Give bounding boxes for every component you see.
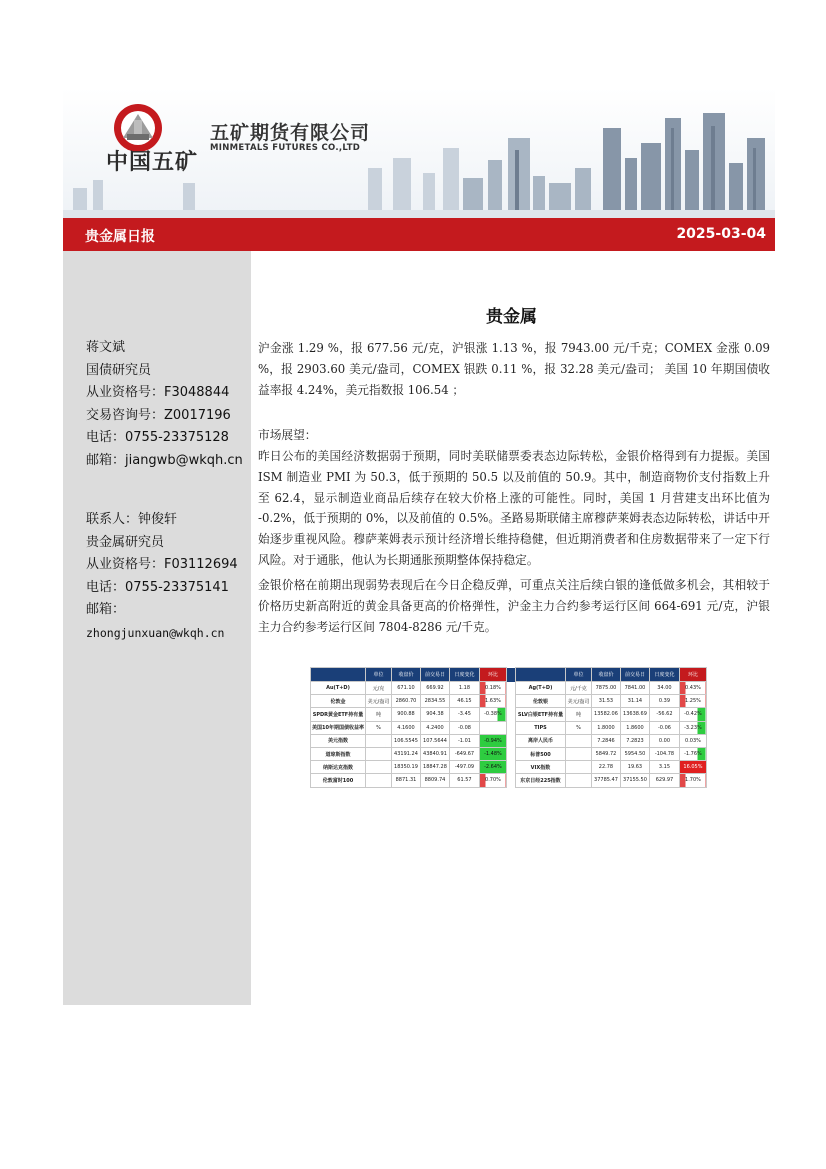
left-value-cell: 元/克 xyxy=(365,682,391,695)
left-value-cell: -2.64% xyxy=(479,761,506,774)
price-summary-paragraph: 沪金涨 1.29 %，报 677.56 元/克，沪银涨 1.13 %，报 7943.00 元/千克；COMEX 金涨 0.09 %，报 2903.60 美元/盎司，COMEX 银跌 0.11 %，报 32.28 美元/盎司； 美国 10 年期国债收益率报 4.24%，美元指数报 106.54 ； xyxy=(258,341,770,397)
left-value-cell: -497.09 xyxy=(449,761,479,774)
right-value-cell: % xyxy=(565,721,591,734)
right-value-cell: -56.62 xyxy=(649,708,679,721)
right-value-cell: -104.78 xyxy=(649,747,679,760)
right-indicator-name: 离岸人民币 xyxy=(515,734,565,747)
right-value-cell: 13638.69 xyxy=(620,708,649,721)
analyst-email[interactable]: zhongjunxuan@wkqh.cn xyxy=(86,625,225,640)
left-value-cell xyxy=(479,721,506,734)
column-separator xyxy=(506,695,515,708)
column-separator xyxy=(506,761,515,774)
left-value-cell: 904.38 xyxy=(420,708,449,721)
table-row xyxy=(311,721,707,734)
left-indicator-name: Au(T+D) xyxy=(311,682,366,695)
left-value-cell: 669.92 xyxy=(420,682,449,695)
right-value-cell: 1.8600 xyxy=(620,721,649,734)
left-value-cell: -0.38% xyxy=(479,708,506,721)
left-value-cell: 43191.24 xyxy=(391,747,420,760)
column-separator xyxy=(506,734,515,747)
left-value-cell: 46.15 xyxy=(449,695,479,708)
left-value-cell: 4.2400 xyxy=(420,721,449,734)
right-value-cell: 吨 xyxy=(565,708,591,721)
report-banner xyxy=(63,218,775,251)
right-value-cell: 0.03% xyxy=(679,734,706,747)
right-value-cell: 3.15 xyxy=(649,761,679,774)
column-separator xyxy=(506,721,515,734)
right-value-cell: -0.06 xyxy=(649,721,679,734)
table-row xyxy=(311,774,707,787)
right-value-cell: 31.53 xyxy=(591,695,620,708)
left-value-cell: -3.45 xyxy=(449,708,479,721)
right-value-cell: 1.25% xyxy=(679,695,706,708)
right-value-cell: 0.43% xyxy=(679,682,706,695)
contact-name: 联系人：钟俊轩 xyxy=(86,512,178,527)
right-value-cell: -0.42% xyxy=(679,708,706,721)
column-separator xyxy=(506,682,515,695)
right-value-cell: 7875.00 xyxy=(591,682,620,695)
left-value-cell: 0.70% xyxy=(479,774,506,787)
table-header-row xyxy=(311,668,707,682)
left-value-cell: 美元/盎司 xyxy=(365,695,391,708)
left-value-cell: 8871.31 xyxy=(391,774,420,787)
right-value-cell: 22.78 xyxy=(591,761,620,774)
right-value-cell: 37785.47 xyxy=(591,774,620,787)
left-value-cell: % xyxy=(365,721,391,734)
column-separator xyxy=(506,747,515,760)
left-value-cell: -649.67 xyxy=(449,747,479,760)
right-value-cell: 31.14 xyxy=(620,695,649,708)
right-value-cell: 元/千克 xyxy=(565,682,591,695)
analyst-phone: 电话：0755-23375128 xyxy=(86,430,229,445)
right-indicator-name: TIPS xyxy=(515,721,565,734)
company-name-en: MINMETALS FUTURES CO.,LTD xyxy=(210,143,361,153)
right-header-cell: 单位 xyxy=(565,668,591,682)
analyst-qualification: 从业资格号：F03112694 xyxy=(86,557,238,572)
right-value-cell: 13582.06 xyxy=(591,708,620,721)
right-header-cell: 前交易日 xyxy=(620,668,649,682)
table-row xyxy=(311,695,707,708)
left-value-cell: 2860.70 xyxy=(391,695,420,708)
right-indicator-name: 伦敦银 xyxy=(515,695,565,708)
right-value-cell: -3.23% xyxy=(679,721,706,734)
left-value-cell: -1.01 xyxy=(449,734,479,747)
left-value-cell: 2834.55 xyxy=(420,695,449,708)
column-separator xyxy=(506,668,515,682)
table-row xyxy=(311,734,707,747)
left-header-cell: 收盘价 xyxy=(391,668,420,682)
left-value-cell: 8809.74 xyxy=(420,774,449,787)
right-value-cell: 0.00 xyxy=(649,734,679,747)
right-header-cell: 日度变化 xyxy=(649,668,679,682)
left-value-cell: 0.18% xyxy=(479,682,506,695)
left-indicator-name: 美国10年期国债收益率 xyxy=(311,721,366,734)
left-value-cell: 900.88 xyxy=(391,708,420,721)
analyst-role: 国债研究员 xyxy=(86,362,152,378)
left-value-cell: 43840.91 xyxy=(420,747,449,760)
table-row xyxy=(311,747,707,760)
right-value-cell: 7.2823 xyxy=(620,734,649,747)
brand-name-cn: 中国五矿 xyxy=(106,150,199,175)
right-indicator-name: Ag(T+D) xyxy=(515,682,565,695)
left-value-cell: 106.5545 xyxy=(391,734,420,747)
right-indicator-name: 标普500 xyxy=(515,747,565,760)
report-date: 2025-03-04 xyxy=(676,226,766,242)
outlook-paragraph: 昨日公布的美国经济数据弱于预期，同时美联储票委表态边际转松，金银价格得到有力提振。美国 ISM 制造业 PMI 为 50.3，低于预期的 50.5 以及前值的 50.9。其中，制造商物价支付指数上升至 62.4，显示制造业商品后续存在较大价格上涨的可能性。同时，美国 1 月营建支出环比值为 -0.2%，低于预期的 0%，以及前值的 0.5%。圣路易斯联储主席穆萨莱姆表态边际转松，讲话中开始逐步重视风险。穆萨莱姆表示预计经济增长维持稳健，但近期消费者和住房数据带来了一定下行风险。对于通胀，他认为长期通胀预期整体保持稳定。 xyxy=(258,449,770,567)
right-value-cell: 7.2846 xyxy=(591,734,620,747)
left-indicator-name: 美元指数 xyxy=(311,734,366,747)
report-title: 贵金属日报 xyxy=(85,229,155,245)
right-value-cell: 0.39 xyxy=(649,695,679,708)
right-value-cell: 34.00 xyxy=(649,682,679,695)
left-value-cell xyxy=(365,734,391,747)
left-value-cell: 18847.28 xyxy=(420,761,449,774)
left-value-cell: -1.48% xyxy=(479,747,506,760)
left-indicator-name: 伦敦富时100 xyxy=(311,774,366,787)
analyst-card-1 xyxy=(86,337,243,472)
left-value-cell xyxy=(365,774,391,787)
right-value-cell: 5849.72 xyxy=(591,747,620,760)
left-value-cell: 61.57 xyxy=(449,774,479,787)
left-value-cell: 4.1600 xyxy=(391,721,420,734)
right-value-cell xyxy=(565,761,591,774)
analyst-role: 贵金属研究员 xyxy=(86,534,165,550)
right-header-cell xyxy=(515,668,565,682)
right-value-cell: 37155.50 xyxy=(620,774,649,787)
company-name-cn: 五矿期货有限公司 xyxy=(210,122,371,144)
right-value-cell xyxy=(565,747,591,760)
email-label: 邮箱： xyxy=(86,602,126,617)
right-value-cell: 1.70% xyxy=(679,774,706,787)
right-indicator-name: SLV白银ETF持有量 xyxy=(515,708,565,721)
right-header-cell: 收盘价 xyxy=(591,668,620,682)
right-value-cell: 16.05% xyxy=(679,761,706,774)
analyst-name: 蒋文斌 xyxy=(86,340,126,355)
analyst-qualification: 从业资格号：F3048844 xyxy=(86,385,230,400)
outlook-label: 市场展望： xyxy=(258,428,317,442)
left-value-cell: -0.94% xyxy=(479,734,506,747)
left-header-cell: 环比 xyxy=(479,668,506,682)
left-value-cell xyxy=(365,761,391,774)
right-value-cell: 629.97 xyxy=(649,774,679,787)
left-value-cell: 吨 xyxy=(365,708,391,721)
strategy-paragraph: 金银价格在前期出现弱势表现后在今日企稳反弹，可重点关注后续白银的逢低做多机会，其相较于价格历史新高附近的黄金具备更高的价格弹性，沪金主力合约参考运行区间 664-691 元/克，沪银主力合约参考运行区间 7804-8286 元/千克。 xyxy=(258,578,770,634)
analyst-trade-license: 交易咨询号：Z0017196 xyxy=(86,407,231,423)
left-value-cell: 18350.19 xyxy=(391,761,420,774)
right-value-cell: 美元/盎司 xyxy=(565,695,591,708)
left-indicator-name: 纳斯达克指数 xyxy=(311,761,366,774)
left-value-cell xyxy=(365,747,391,760)
right-indicator-name: 东京日经225指数 xyxy=(515,774,565,787)
left-indicator-name: 伦敦金 xyxy=(311,695,366,708)
left-indicator-name: 道琼斯指数 xyxy=(311,747,366,760)
left-indicator-name: SPDR黄金ETF持有量 xyxy=(311,708,366,721)
table-row xyxy=(311,761,707,774)
analyst-email[interactable]: 邮箱：jiangwb@wkqh.cn xyxy=(86,452,243,468)
right-value-cell xyxy=(565,734,591,747)
analyst-phone: 电话：0755-23375141 xyxy=(86,579,229,595)
right-value-cell: 1.8000 xyxy=(591,721,620,734)
right-value-cell: -1.76% xyxy=(679,747,706,760)
section-heading: 贵金属 xyxy=(486,307,537,327)
right-header-cell: 环比 xyxy=(679,668,706,682)
analyst-card-2 xyxy=(86,509,238,644)
left-header-cell: 日度变化 xyxy=(449,668,479,682)
column-separator xyxy=(506,708,515,721)
column-separator xyxy=(506,774,515,787)
left-value-cell: 671.10 xyxy=(391,682,420,695)
right-value-cell: 19.63 xyxy=(620,761,649,774)
right-value-cell: 7841.00 xyxy=(620,682,649,695)
left-value-cell: -0.08 xyxy=(449,721,479,734)
left-value-cell: 1.63% xyxy=(479,695,506,708)
left-header-cell: 单位 xyxy=(365,668,391,682)
right-indicator-name: VIX指数 xyxy=(515,761,565,774)
right-value-cell: 5954.50 xyxy=(620,747,649,760)
table-row xyxy=(311,682,707,695)
left-header-cell xyxy=(311,668,366,682)
left-header-cell: 前交易日 xyxy=(420,668,449,682)
table-row xyxy=(311,708,707,721)
left-value-cell: 1.18 xyxy=(449,682,479,695)
left-value-cell: 107.5644 xyxy=(420,734,449,747)
right-value-cell xyxy=(565,774,591,787)
market-data-table xyxy=(310,667,718,787)
